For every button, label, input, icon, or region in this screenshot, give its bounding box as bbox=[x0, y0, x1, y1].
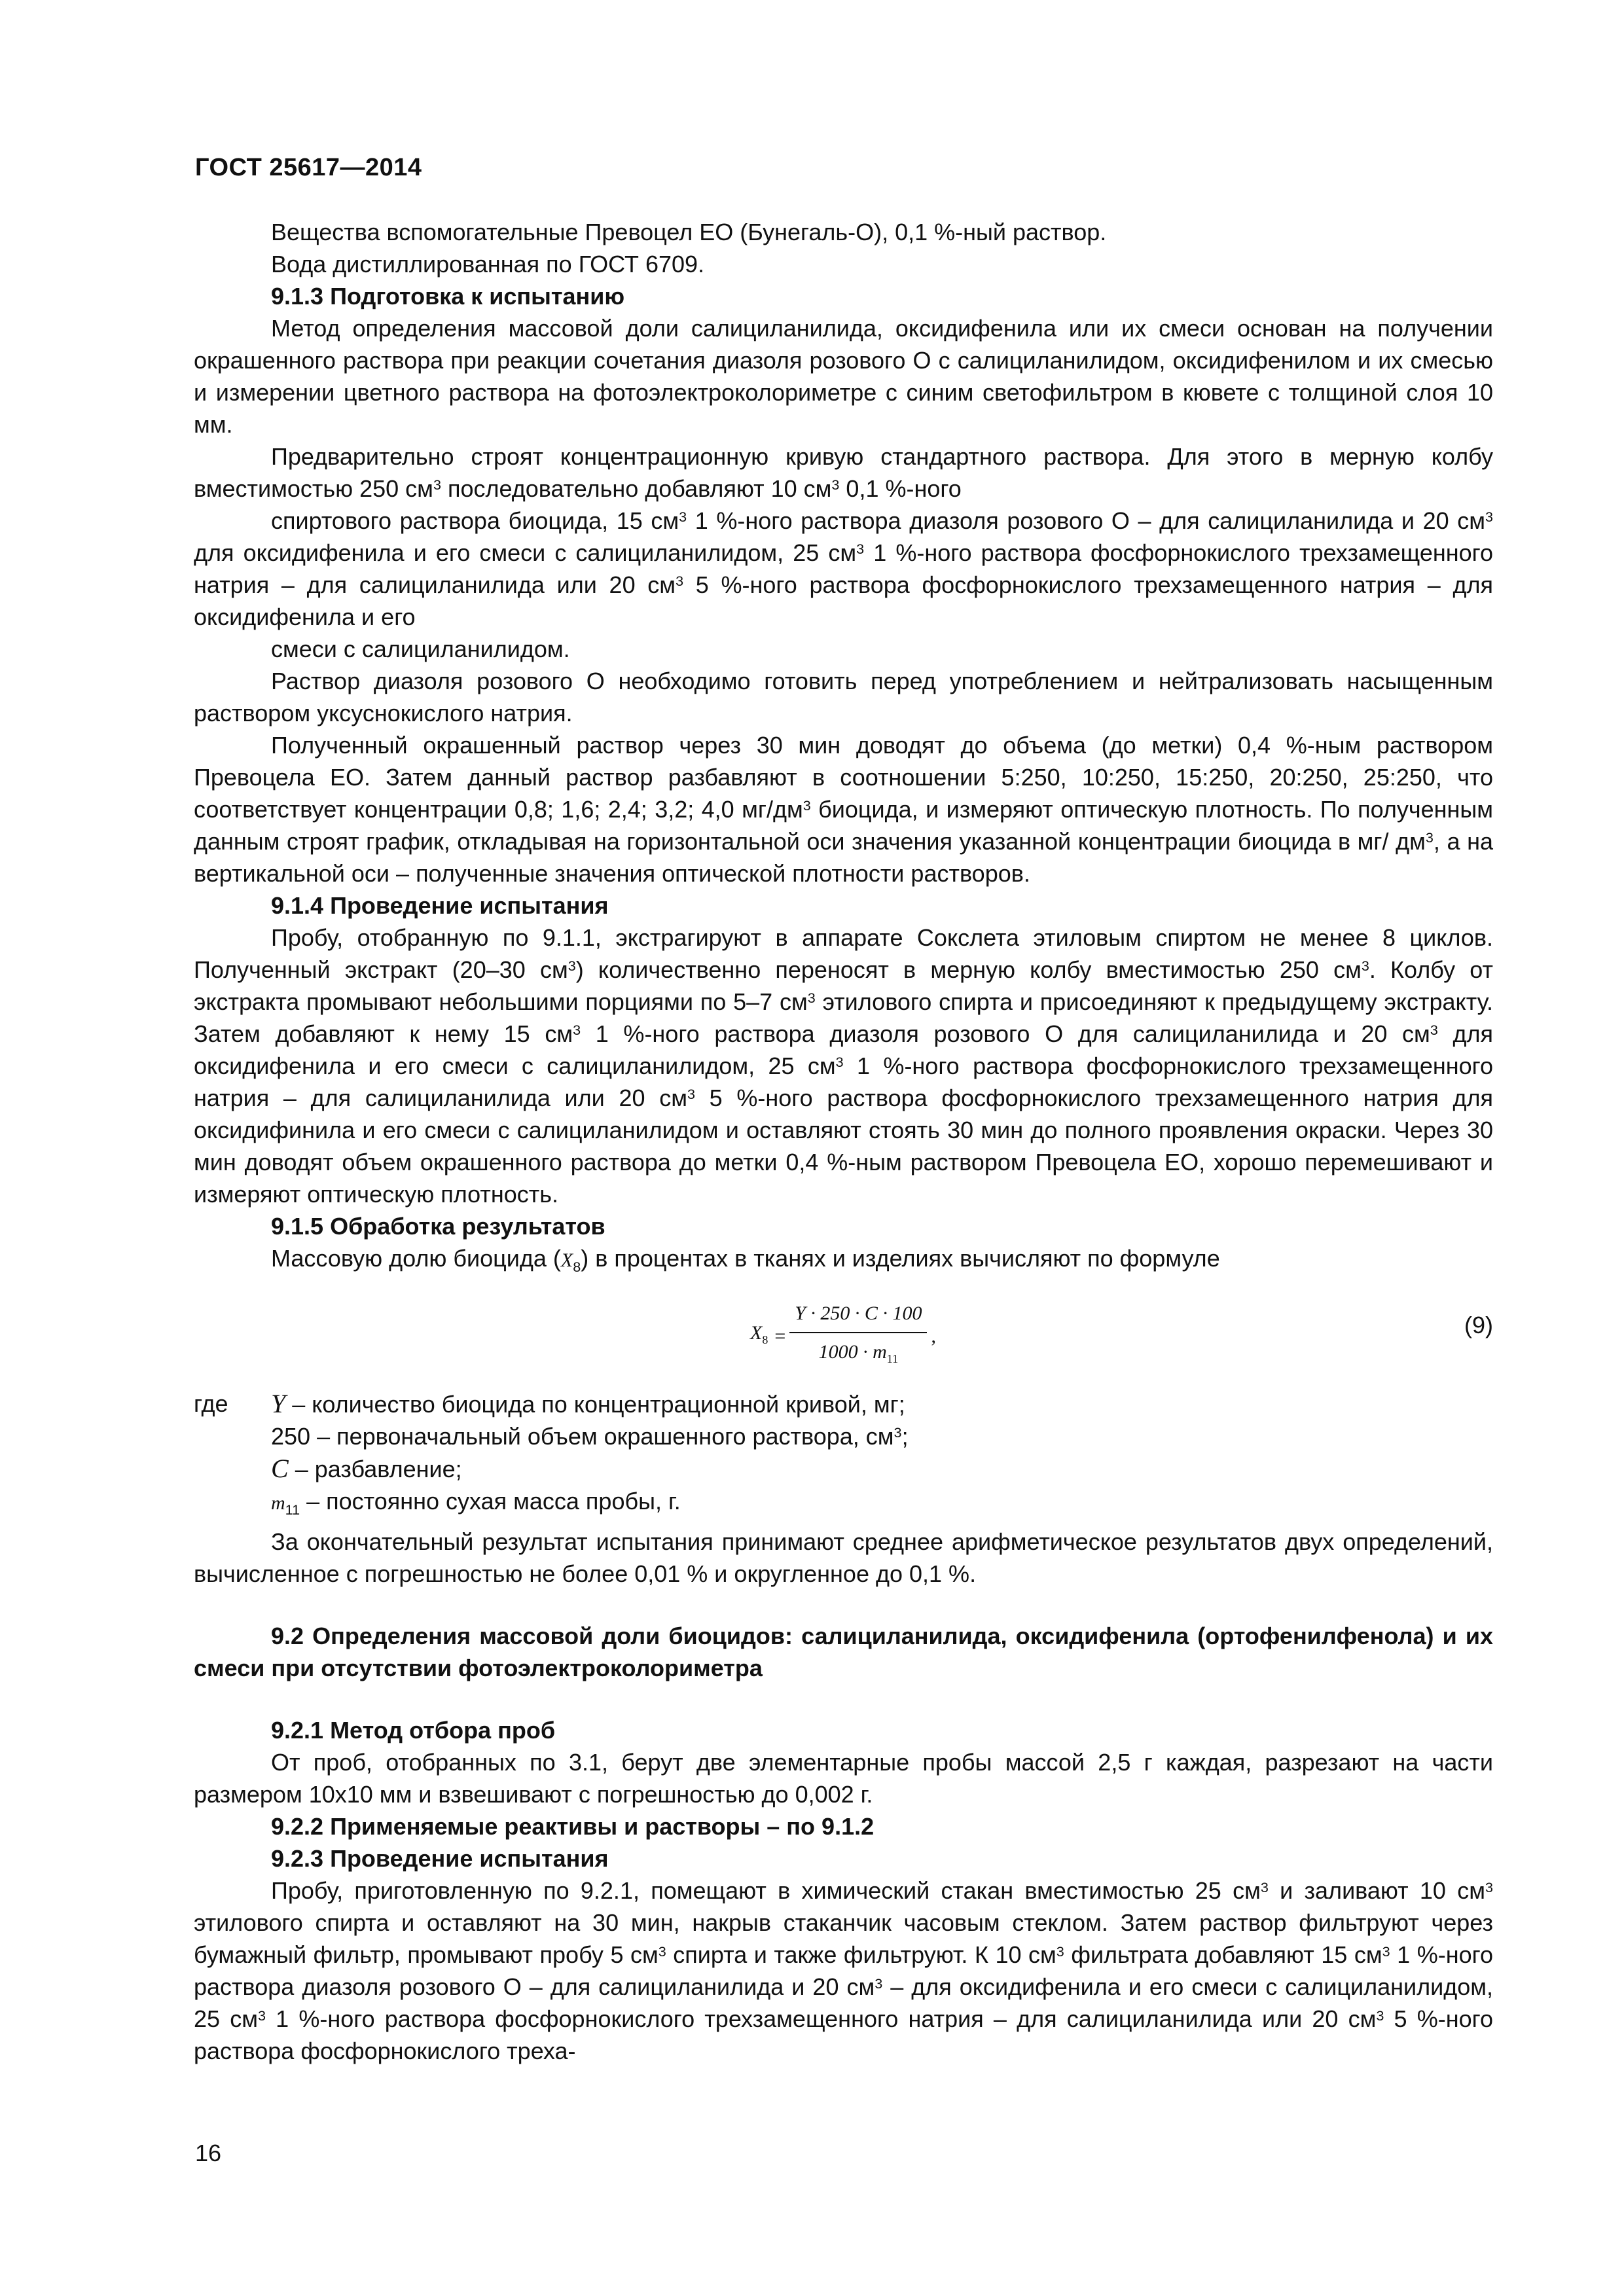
text-span: Пробу, приготовленную по 9.2.1, помещают в химический стакан вместимостью 25 см bbox=[271, 1877, 1261, 1905]
superscript: 3 bbox=[1425, 829, 1434, 846]
formula-lhs-symbol: X bbox=[750, 1321, 763, 1344]
text-span: Пробу, отобранную по 9.1.1, экстрагируют в аппарате Сокслета этиловым спиртом не менее 8 циклов. Полученный экстракт (20–30 см bbox=[194, 924, 1493, 983]
variable-c-symbol: C bbox=[271, 1454, 289, 1484]
text-span: 250 – первоначальный объем окрашенного раствора, см bbox=[271, 1423, 894, 1450]
text-span: 0,1 %-ного bbox=[839, 475, 962, 502]
variable-x: X bbox=[560, 1249, 573, 1271]
formula-number: (9) bbox=[1464, 1312, 1493, 1339]
paragraph-sampling: От проб, отобранных по 3.1, берут две элементарные пробы массой 2,5 г каждая, разрезают на части размером 10х10 мм и взвешивают с погрешностью до 0,002 г. bbox=[194, 1749, 1493, 1808]
text-span: и заливают 10 см bbox=[1268, 1877, 1485, 1905]
reagent-line: Вода дистиллированная по ГОСТ 6709. bbox=[271, 251, 705, 278]
superscript: 3 bbox=[831, 476, 840, 493]
superscript: 3 bbox=[1056, 1943, 1064, 1960]
paragraph-extraction bbox=[194, 922, 1493, 1210]
denominator-subscript: 11 bbox=[886, 1352, 899, 1366]
superscript: 3 bbox=[1376, 2007, 1384, 2024]
section-heading-9-1-5: 9.1.5 Обработка результатов bbox=[271, 1213, 605, 1240]
paragraph-final-result: За окончательный результат испытания принимают среднее арифметическое результатов двух определений, вычисленное с погрешностью не более 0,01 % и округленное до 0,1 %. bbox=[194, 1528, 1493, 1588]
variable-m-symbol: m bbox=[271, 1492, 285, 1515]
superscript: 3 bbox=[835, 1054, 844, 1071]
superscript: 3 bbox=[433, 476, 441, 493]
text-span: ; bbox=[901, 1423, 909, 1450]
formula-lhs bbox=[750, 1317, 768, 1356]
subscript: 11 bbox=[285, 1501, 300, 1518]
text-span: 1 %-ного раствора фосфорнокислого трехзамещенного натрия – для салициланилида или 20 см bbox=[265, 2005, 1377, 2033]
paragraph-method: Метод определения массовой доли салициланилида, оксидифенила или их смеси основан на получении окрашенного раствора при реакции сочетания диазоля розового О с салициланилидом, оксидифенилом и их смесью и измерении цветного раствора на фотоэлектроколориметре с синим светофильтром в кювете с толщиной слоя 10 мм. bbox=[194, 315, 1493, 438]
variable-250-line bbox=[194, 1420, 1493, 1452]
text-span: 5 %-ного раствора фосфорнокислого трехзамещенного натрия для оксидифинила и его смеси с салициланилидом и оставляют стоять 30 мин до полного проявления окраски. Через 30 мин доводят объем окрашенного раствора до метки 0,4 %-ным раствором Превоцела ЕО, хорошо перемешивают и измеряют оптическую плотность. bbox=[194, 1085, 1494, 1208]
text-span: – количество биоцида по концентрационной кривой, мг; bbox=[285, 1391, 905, 1418]
text-span: – постоянно сухая масса пробы, г. bbox=[300, 1488, 681, 1515]
text-span: , а на вертикальной оси – полученные значения оптической плотности растворов. bbox=[194, 828, 1493, 887]
page-body bbox=[194, 216, 1493, 2067]
text-span: 1 %-ного раствора диазоля розового О для салициланилида и 20 см bbox=[581, 1020, 1430, 1047]
superscript: 3 bbox=[676, 573, 684, 590]
text-span: – для оксидифенила и его смеси с салициланилидом, 25 см bbox=[194, 1973, 1493, 2033]
variable-y-line bbox=[194, 1388, 1493, 1420]
reagent-line: Вещества вспомогательные Превоцел ЕО (Бунегаль-О), 0,1 %-ный раствор. bbox=[271, 219, 1107, 245]
formula-denominator bbox=[814, 1333, 904, 1375]
text-span: для оксидифенила и его смеси с салициланилидом, 25 см bbox=[194, 1020, 1493, 1079]
variable-definitions bbox=[194, 1388, 1493, 1526]
text-span: – разбавление; bbox=[288, 1456, 462, 1483]
text-span: 5 %-ного раствора фосфорнокислого трехзамещенного натрия – для оксидифенила и его bbox=[194, 571, 1493, 630]
text-span: 1 %-ного раствора диазоля розового О – для салициланилида и 20 см bbox=[194, 1941, 1493, 2001]
text-span: 1 %-ного раствора фосфорнокислого трехзамещенного натрия – для салициланилида или 20 см bbox=[194, 539, 1493, 598]
section-heading-9-1-3: 9.1.3 Подготовка к испытанию bbox=[271, 283, 625, 310]
formula-lhs-subscript: 8 bbox=[762, 1333, 768, 1346]
variable-m-line bbox=[194, 1485, 1493, 1526]
formula-block bbox=[194, 1289, 1493, 1388]
paragraph-curve-end: смеси с салициланилидом. bbox=[271, 636, 570, 662]
superscript: 3 bbox=[573, 1022, 581, 1039]
superscript: 3 bbox=[803, 797, 811, 814]
superscript: 3 bbox=[856, 541, 865, 558]
spacer bbox=[194, 1684, 1493, 1714]
denominator-text: 1000 · m bbox=[818, 1341, 887, 1363]
formula-numerator: Y · 250 · C · 100 bbox=[789, 1297, 927, 1333]
section-heading-9-2-1: 9.2.1 Метод отбора проб bbox=[271, 1717, 556, 1744]
section-heading-9-2-3: 9.2.3 Проведение испытания bbox=[271, 1845, 609, 1873]
text-span: этилового спирта и оставляют на 30 мин, накрыв стаканчик часовым стеклом. Затем раствор фильтруют через бумажный фильтр, промывают пробу 5 см bbox=[194, 1909, 1493, 1969]
text-span: биоцида, и измеряют оптическую плотность. По полученным данным строят график, откладывая на горизонтальной оси значения указанной концентрации биоцида в мг/ дм bbox=[194, 796, 1494, 855]
text-span: фильтрата добавляют 15 см bbox=[1064, 1941, 1382, 1969]
superscript: 3 bbox=[893, 1424, 902, 1441]
superscript: 3 bbox=[1260, 1878, 1269, 1895]
formula-comma: , bbox=[931, 1325, 936, 1348]
text-span: ) количественно переносят в мерную колбу вместимостью 250 см bbox=[575, 956, 1362, 983]
text-span: Предварительно строят концентрационную кривую стандартного раствора. Для этого в мерную колбу вместимостью 250 см bbox=[194, 443, 1493, 502]
superscript: 3 bbox=[658, 1943, 666, 1960]
superscript: 3 bbox=[1382, 1943, 1390, 1960]
section-heading-9-2-2: 9.2.2 Применяемые реактивы и растворы – по 9.1.2 bbox=[271, 1813, 875, 1840]
superscript: 3 bbox=[679, 509, 687, 526]
superscript: 3 bbox=[257, 2007, 266, 2024]
where-label: где bbox=[194, 1390, 228, 1418]
paragraph-diazol: Раствор диазоля розового О необходимо готовить перед употреблением и нейтрализовать насыщенным раствором уксуснокислого натрия. bbox=[194, 668, 1493, 726]
text-span: 1 %-ного раствора фосфорнокислого трехзамещенного натрия – для салициланилида или 20 см bbox=[194, 1052, 1494, 1111]
superscript: 3 bbox=[807, 990, 816, 1007]
paragraph-curve-continued bbox=[194, 505, 1493, 633]
text-span: последовательно добавляют 10 см bbox=[441, 475, 832, 502]
section-heading-9-2: 9.2 Определения массовой доли биоцидов: салициланилида, оксидифенила (ортофенилфенола) и их смеси при отсутствии фотоэлектроколориметра bbox=[194, 1623, 1493, 1682]
text-span: для оксидифенила и его смеси с салициланилидом, 25 см bbox=[194, 539, 857, 566]
paragraph-formula-intro bbox=[194, 1242, 1493, 1283]
text-span: . Колбу от экстракта промывают небольшими порциями по 5–7 см bbox=[194, 956, 1493, 1015]
paragraph-curve bbox=[194, 440, 1493, 505]
superscript: 3 bbox=[1361, 958, 1369, 975]
superscript: 3 bbox=[1485, 1878, 1493, 1895]
text-span: спирта и также фильтруют. К 10 см bbox=[666, 1941, 1056, 1969]
formula-equals: = bbox=[774, 1325, 786, 1348]
variable-y-symbol: Y bbox=[271, 1389, 286, 1419]
text-span: 5 %-ного раствора фосфорнокислого треха- bbox=[194, 2005, 1493, 2065]
paragraph-dilution bbox=[194, 729, 1493, 889]
variable-c-line bbox=[194, 1452, 1493, 1485]
text-span: Массовую долю биоцида ( bbox=[271, 1245, 561, 1272]
paragraph-test-procedure bbox=[194, 1874, 1493, 2067]
superscript: 3 bbox=[1430, 1022, 1438, 1039]
formula-fraction bbox=[789, 1297, 927, 1375]
text-span: Полученный окрашенный раствор через 30 мин доводят до объема (до метки) 0,4 %-ным раствором Превоцела ЕО. Затем данный раствор разбавляют в соотношении 5:250, 10:250, 15:250, 20:250, 25:250, что соответствует концентрации 0,8; 1,6; 2,4; 3,2; 4,0 мг/дм bbox=[194, 732, 1493, 823]
text-span: ) в процентах в тканях и изделиях вычисляют по формуле bbox=[581, 1245, 1220, 1272]
superscript: 3 bbox=[875, 1975, 883, 1992]
document-code-header: ГОСТ 25617—2014 bbox=[195, 154, 422, 181]
superscript: 3 bbox=[568, 958, 576, 975]
formula-9 bbox=[750, 1297, 936, 1375]
text-span: этилового спирта и присоединяют к предыдущему экстракту. Затем добавляют к нему 15 см bbox=[194, 988, 1494, 1047]
text-span: 1 %-ного раствора диазоля розового О – для салициланилида и 20 см bbox=[687, 507, 1485, 534]
page-number: 16 bbox=[195, 2140, 222, 2166]
subscript: 8 bbox=[573, 1259, 581, 1276]
section-heading-9-1-4: 9.1.4 Проведение испытания bbox=[271, 892, 609, 919]
superscript: 3 bbox=[687, 1086, 695, 1103]
text-span: спиртового раствора биоцида, 15 см bbox=[271, 507, 679, 534]
superscript: 3 bbox=[1485, 509, 1494, 526]
